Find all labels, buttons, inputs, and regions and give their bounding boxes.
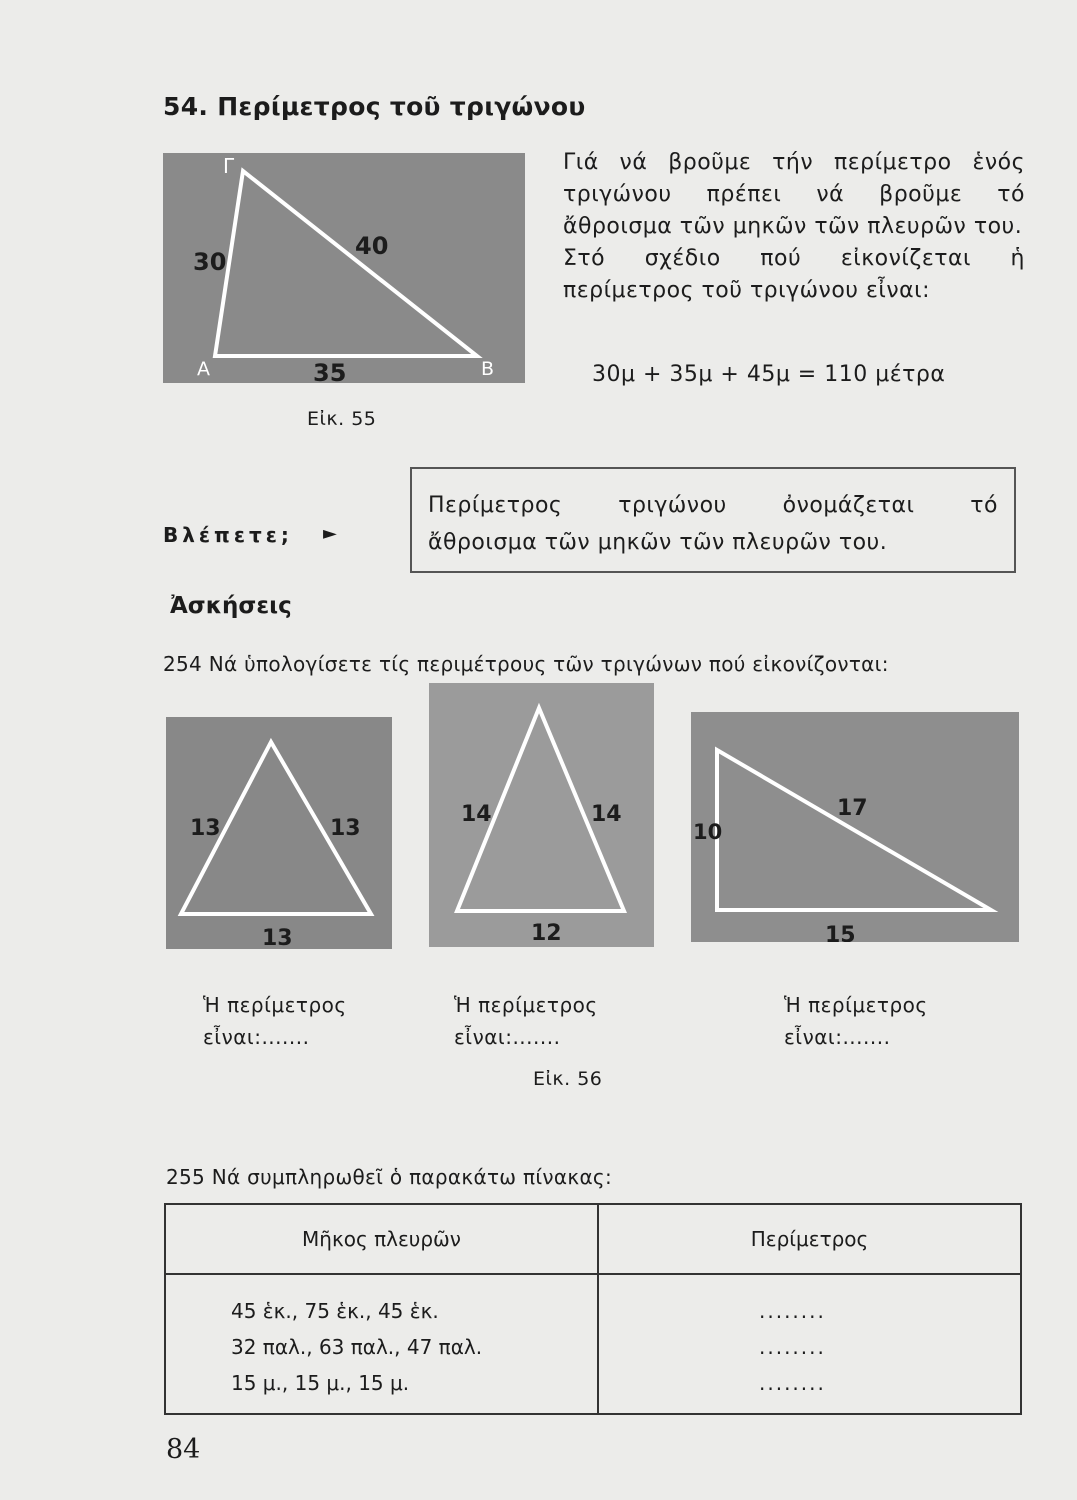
triangle-figure-1 bbox=[166, 717, 392, 949]
intro-text bbox=[563, 147, 1025, 307]
sides-perimeter-table bbox=[164, 1203, 1022, 1415]
answer-1 bbox=[203, 989, 347, 1053]
triangle-figure-3 bbox=[691, 712, 1019, 942]
definition-line-1: Περίμετρος τριγώνου ὀνομάζεται τό bbox=[428, 493, 998, 518]
figure-55-caption: Εἰκ. 55 bbox=[307, 408, 377, 430]
section-title: 54. Περίμετρος τοῦ τριγώνου bbox=[163, 92, 586, 121]
definition-box bbox=[410, 467, 1016, 573]
side-lengths-row-3: 15 μ., 15 μ., 15 μ. bbox=[231, 1371, 410, 1395]
vertex-alpha: Α bbox=[197, 358, 210, 380]
triangle-2-left-label: 14 bbox=[461, 802, 492, 827]
header-perimeter: Περίμετρος bbox=[598, 1204, 1021, 1274]
answer-2-label: Ἡ περίμετρος bbox=[454, 993, 598, 1017]
answer-3 bbox=[784, 989, 928, 1053]
pointer-mark-icon: ► bbox=[323, 523, 337, 544]
answer-3-label: Ἡ περίμετρος bbox=[784, 993, 928, 1017]
answer-3-blank[interactable]: εἶναι:....... bbox=[784, 1025, 891, 1049]
triangle-3-background bbox=[691, 712, 1019, 942]
triangle-1-right-label: 13 bbox=[330, 816, 361, 841]
side-left-label: 30 bbox=[193, 248, 227, 276]
answer-1-label: Ἡ περίμετρος bbox=[203, 993, 347, 1017]
figure-56-caption: Εἰκ. 56 bbox=[533, 1068, 603, 1090]
see-label: Βλέπετε; bbox=[163, 523, 293, 547]
intro-paragraph-2: Στό σχέδιο πού εἰκονίζεται ἡ περίμετρος τοῦ τριγώνου εἶναι: bbox=[563, 246, 1025, 303]
figure-55 bbox=[163, 153, 525, 383]
triangle-1-bottom-label: 13 bbox=[262, 926, 293, 949]
triangle-2-right-label: 14 bbox=[591, 802, 622, 827]
vertex-gamma: Γ bbox=[223, 154, 235, 178]
perimeter-blank-2[interactable]: ........ bbox=[759, 1335, 826, 1359]
exercise-254-text: 254 Νά ὑπολογίσετε τίς περιμέτρους τῶν τριγώνων πού εἰκονίζονται: bbox=[163, 652, 889, 676]
side-bottom-label: 35 bbox=[313, 359, 347, 383]
perimeter-blank-1[interactable]: ........ bbox=[759, 1299, 826, 1323]
exercise-255-text: 255 Νά συμπληρωθεῖ ὁ παρακάτω πίνακας: bbox=[166, 1165, 612, 1189]
side-lengths-row-2: 32 παλ., 63 παλ., 47 παλ. bbox=[231, 1335, 483, 1359]
side-lengths-row-1: 45 ἑκ., 75 ἑκ., 45 ἑκ. bbox=[231, 1299, 439, 1323]
triangle-3-bottom-label: 15 bbox=[825, 923, 856, 942]
perimeter-cell bbox=[598, 1274, 1021, 1414]
answer-2 bbox=[454, 989, 598, 1053]
triangle-3-left-label: 10 bbox=[693, 820, 723, 844]
definition-line-2: ἄθροισμα τῶν μηκῶν τῶν πλευρῶν του. bbox=[428, 530, 888, 555]
perimeter-blank-3[interactable]: ........ bbox=[759, 1371, 826, 1395]
side-right-label: 40 bbox=[355, 232, 389, 260]
triangle-3-right-label: 17 bbox=[837, 796, 868, 821]
triangle-1-left-label: 13 bbox=[190, 816, 221, 841]
perimeter-formula: 30μ + 35μ + 45μ = 110 μέτρα bbox=[592, 362, 946, 387]
side-lengths-cell bbox=[165, 1274, 598, 1414]
vertex-beta: Β bbox=[481, 358, 495, 380]
answer-2-blank[interactable]: εἶναι:....... bbox=[454, 1025, 561, 1049]
page-number: 84 bbox=[166, 1434, 201, 1465]
table-row bbox=[165, 1274, 1021, 1414]
exercises-heading: Ἀσκήσεις bbox=[170, 593, 292, 619]
intro-paragraph-1: Γιά νά βροῦμε τήν περίμετρο ἑνός τριγώνου πρέπει νά βροῦμε τό ἄθροισμα τῶν μηκῶν τῶν πλευρῶν του. bbox=[563, 150, 1025, 239]
answer-1-blank[interactable]: εἶναι:....... bbox=[203, 1025, 310, 1049]
triangle-figure-2 bbox=[429, 683, 654, 947]
triangle-2-bottom-label: 12 bbox=[531, 921, 562, 946]
header-side-lengths: Μῆκος πλευρῶν bbox=[165, 1204, 598, 1274]
